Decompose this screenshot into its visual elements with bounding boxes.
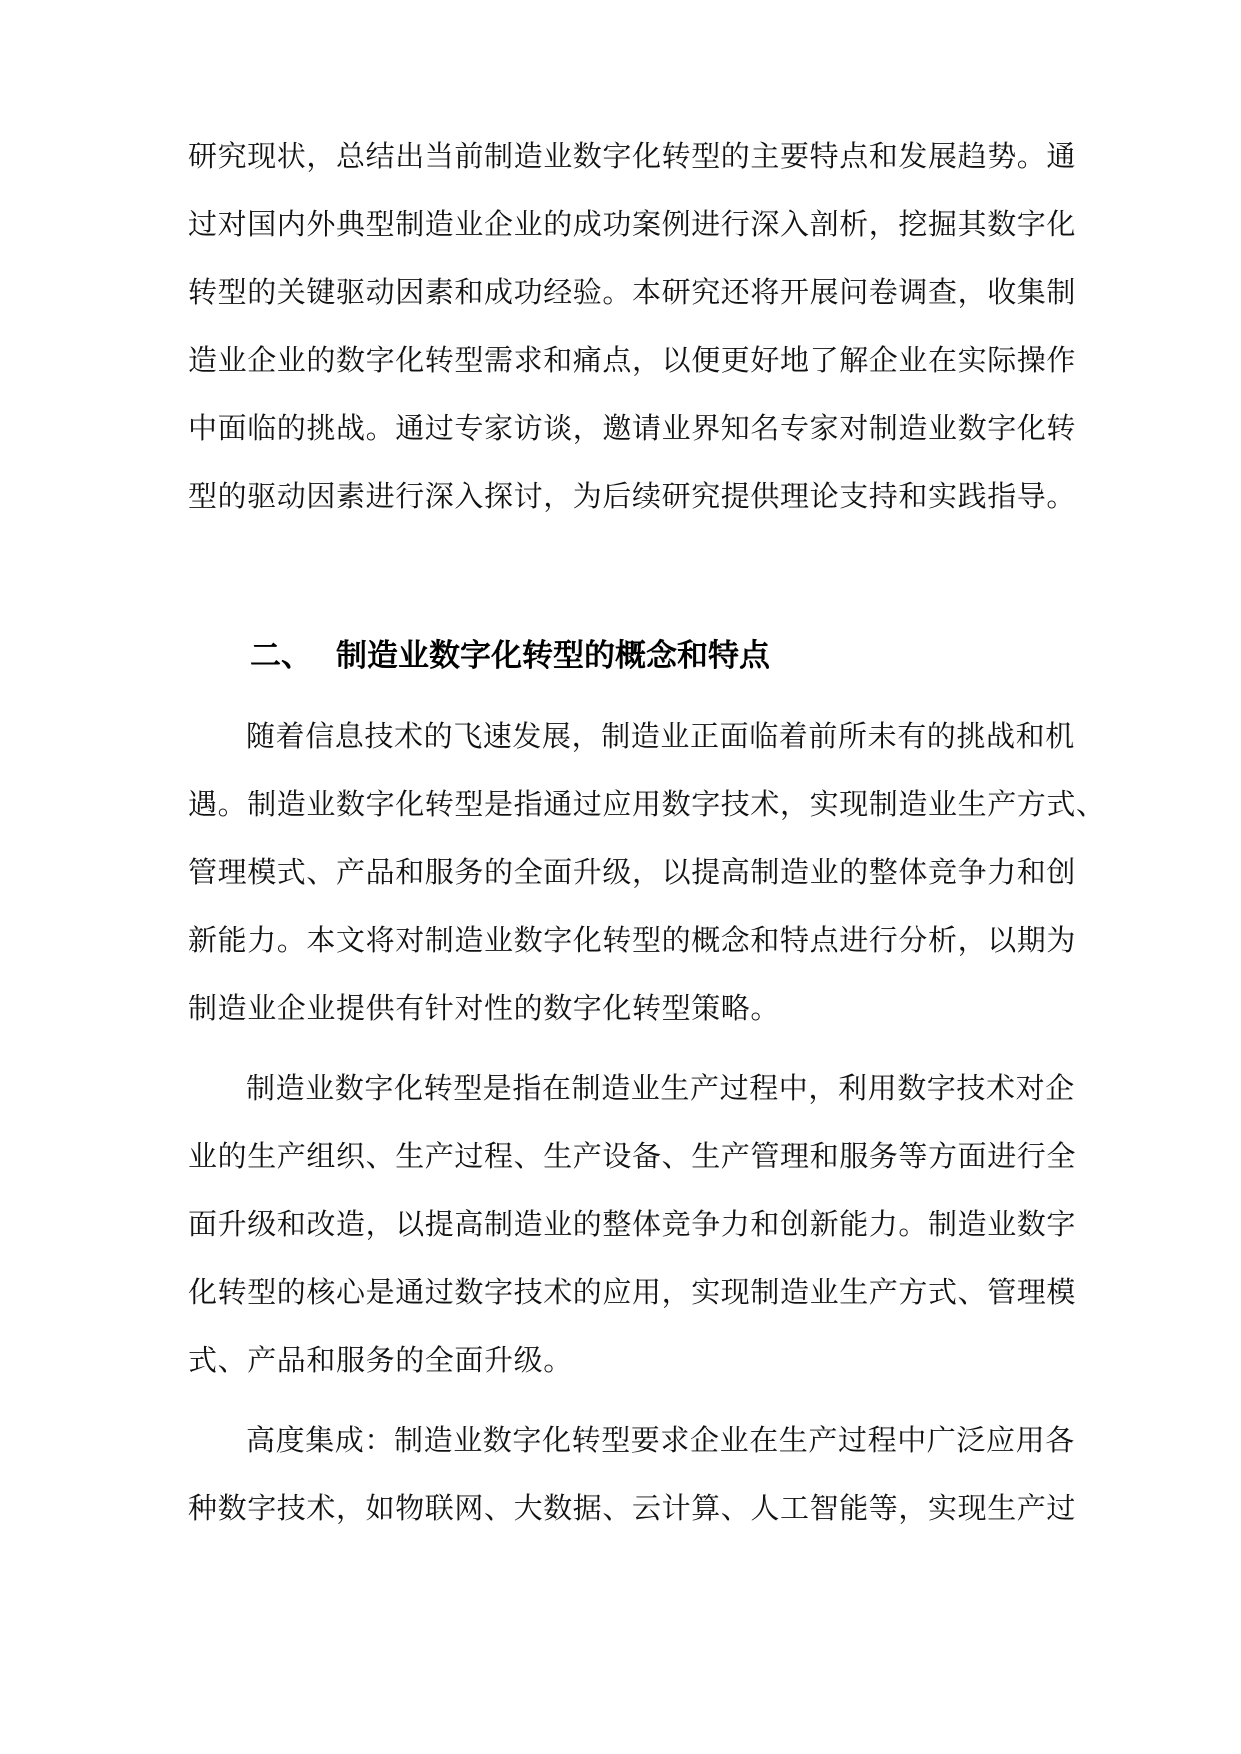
paragraph-line: 转型的关键驱动因素和成功经验。本研究还将开展问卷调查，收集制 [188,275,1077,309]
paragraph-line: 管理模式、产品和服务的全面升级，以提高制造业的整体竞争力和创 [188,855,1077,889]
paragraph-line: 种数字技术，如物联网、大数据、云计算、人工智能等，实现生产过 [188,1491,1077,1525]
paragraph-line: 型的驱动因素进行深入探讨，为后续研究提供理论支持和实践指导。 [188,479,1077,513]
paragraph-line: 制造业数字化转型是指在制造业生产过程中，利用数字技术对企 [246,1071,1075,1105]
paragraph-line: 制造业企业提供有针对性的数字化转型策略。 [188,991,781,1025]
paragraph-line: 面升级和改造，以提高制造业的整体竞争力和创新能力。制造业数字 [188,1207,1077,1241]
paragraph-line: 化转型的核心是通过数字技术的应用，实现制造业生产方式、管理模 [188,1275,1077,1309]
paragraph-line: 业的生产组织、生产过程、生产设备、生产管理和服务等方面进行全 [188,1139,1077,1173]
paragraph-line: 研究现状，总结出当前制造业数字化转型的主要特点和发展趋势。通 [188,139,1077,173]
paragraph-line: 高度集成：制造业数字化转型要求企业在生产过程中广泛应用各 [246,1423,1075,1457]
section-heading [250,636,770,676]
paragraph-line: 过对国内外典型制造业企业的成功案例进行深入剖析，挖掘其数字化 [188,207,1077,241]
paragraph-line: 式、产品和服务的全面升级。 [188,1343,573,1377]
section-title: 制造业数字化转型的概念和特点 [336,638,770,674]
paragraph-line: 新能力。本文将对制造业数字化转型的概念和特点进行分析，以期为 [188,923,1077,957]
paragraph-line: 造业企业的数字化转型需求和痛点，以便更好地了解企业在实际操作 [188,343,1077,377]
paragraph-line: 遇。制造业数字化转型是指通过应用数字技术，实现制造业生产方式、 [188,787,1106,821]
section-number: 二、 [250,638,312,674]
paragraph-line: 随着信息技术的飞速发展，制造业正面临着前所未有的挑战和机 [246,719,1075,753]
paragraph-line: 中面临的挑战。通过专家访谈，邀请业界知名专家对制造业数字化转 [188,411,1077,445]
